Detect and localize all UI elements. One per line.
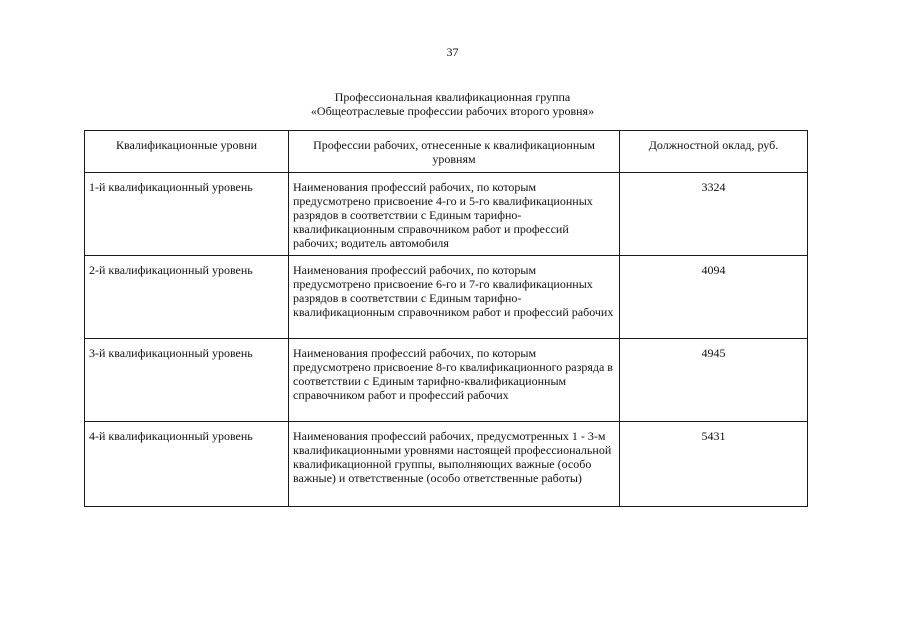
- professions-cell: Наименования профессий рабочих, по которым предусмотрено присвоение 6-го и 7-го квалификационных разрядов в соответствии с Единым тарифно-квалификационным справочником работ и профессий рабочих: [289, 256, 620, 339]
- header-salary: Должностной оклад, руб.: [620, 131, 808, 173]
- header-professions: Профессии рабочих, отнесенные к квалификационным уровням: [289, 131, 620, 173]
- professions-cell: Наименования профессий рабочих, предусмотренных 1 - 3-м квалификационными уровнями настоящей профессиональной квалификационной группы, выполняющих важные (особо важные) и ответственные (особо ответственные работы): [289, 422, 620, 507]
- document-title: [0, 90, 905, 118]
- table-row: [85, 256, 808, 339]
- table-row: [85, 422, 808, 507]
- table-header-row: [85, 131, 808, 173]
- document-title-line-2: «Общеотраслевые профессии рабочих второго уровня»: [310, 104, 595, 118]
- table-row: [85, 339, 808, 422]
- page-number: 37: [446, 45, 459, 59]
- qualification-level-cell: 4-й квалификационный уровень: [85, 422, 289, 507]
- professions-cell: Наименования профессий рабочих, по которым предусмотрено присвоение 8-го квалификационного разряда в соответствии с Единым тарифно-квалификационным справочником работ и профессий рабочих: [289, 339, 620, 422]
- qualification-level-cell: 3-й квалификационный уровень: [85, 339, 289, 422]
- salary-cell: 5431: [620, 422, 808, 507]
- salary-table: [84, 130, 808, 507]
- salary-cell: 4094: [620, 256, 808, 339]
- document-title-line-1: Профессиональная квалификационная группа: [334, 90, 571, 104]
- qualification-level-cell: 1-й квалификационный уровень: [85, 173, 289, 256]
- salary-cell: 3324: [620, 173, 808, 256]
- salary-cell: 4945: [620, 339, 808, 422]
- table-row: [85, 173, 808, 256]
- qualification-level-cell: 2-й квалификационный уровень: [85, 256, 289, 339]
- header-qualification-levels: Квалификационные уровни: [85, 131, 289, 173]
- professions-cell: Наименования профессий рабочих, по которым предусмотрено присвоение 4-го и 5-го квалификационных разрядов в соответствии с Единым тарифно-квалификационным справочником работ и профессий рабочих; водитель автомобиля: [289, 173, 620, 256]
